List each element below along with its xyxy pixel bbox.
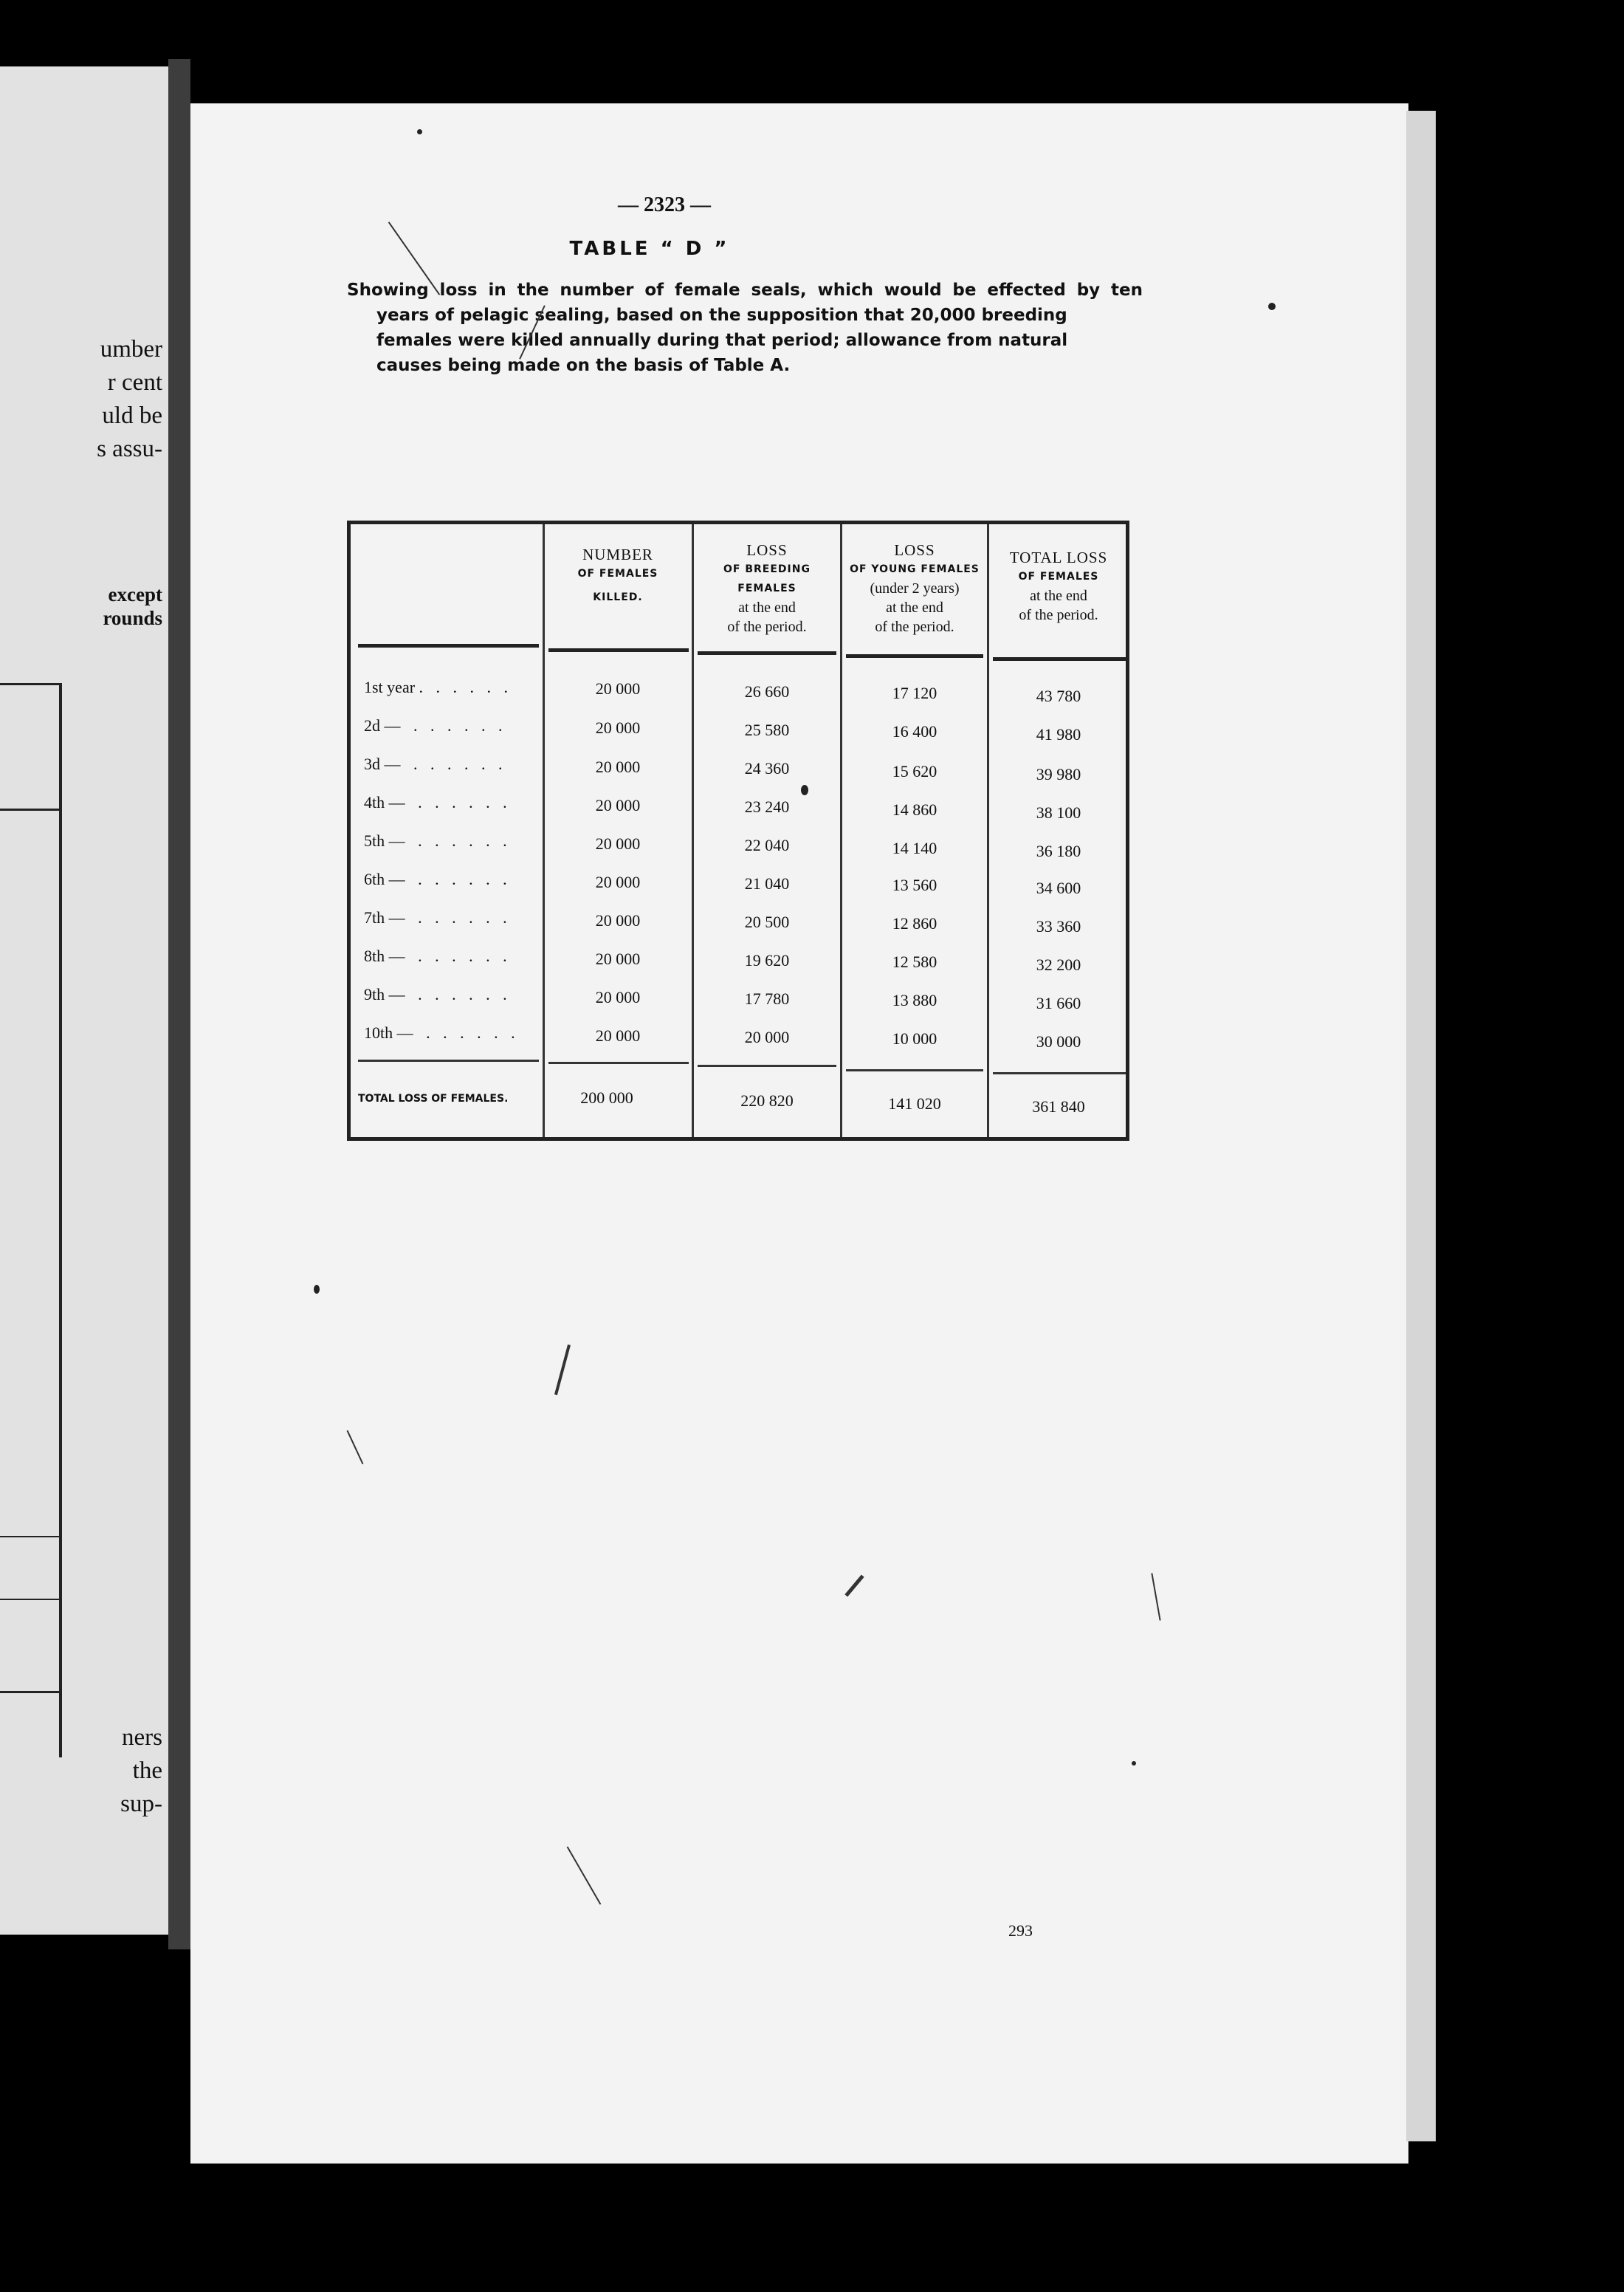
cell-killed: 20 000 bbox=[595, 679, 641, 698]
column-header-breeding bbox=[693, 541, 841, 637]
header-sub: OF BREEDING bbox=[723, 563, 811, 575]
header-main: LOSS bbox=[746, 541, 788, 559]
row-label-text: 4th bbox=[364, 793, 385, 812]
left-page-text: ners bbox=[122, 1724, 162, 1751]
cell-young: 14 140 bbox=[892, 839, 937, 857]
leader-dots: — . . . . . . bbox=[388, 908, 512, 927]
cell-breeding: 22 040 bbox=[744, 836, 790, 854]
header-sub: FEMALES bbox=[737, 583, 796, 594]
row-label-text: 10th bbox=[364, 1023, 393, 1042]
cell-killed: 20 000 bbox=[595, 758, 641, 776]
row-label-text: 8th bbox=[364, 947, 385, 965]
leader-dots: — . . . . . . bbox=[388, 947, 512, 965]
page-edge bbox=[1406, 111, 1436, 2141]
leader-dots: — . . . . . . bbox=[388, 985, 512, 1003]
total-row-label: TOTAL LOSS OF FEMALES. bbox=[358, 1093, 509, 1105]
leader-dots: — . . . . . . bbox=[388, 831, 512, 850]
cell-young: 10 000 bbox=[892, 1029, 937, 1048]
leader-dots: — . . . . . . bbox=[384, 716, 507, 735]
cell-total: 36 180 bbox=[1036, 842, 1081, 860]
loss-table bbox=[347, 521, 1129, 1141]
cell-breeding: 20 000 bbox=[744, 1028, 790, 1046]
leader-dots: — . . . . . . bbox=[388, 793, 512, 812]
left-page-text: the bbox=[132, 1757, 162, 1784]
cell-killed: 20 000 bbox=[595, 718, 641, 737]
cell-breeding: 20 500 bbox=[744, 913, 790, 931]
cell-young: 13 560 bbox=[892, 876, 937, 894]
left-page-text: r cent bbox=[107, 369, 162, 396]
header-sub: KILLED. bbox=[593, 591, 643, 603]
row-label bbox=[364, 755, 507, 774]
cell-total: 41 980 bbox=[1036, 725, 1081, 744]
total-total: 361 840 bbox=[1032, 1097, 1085, 1116]
cell-total: 39 980 bbox=[1036, 765, 1081, 783]
row-label-text: 1st year bbox=[364, 678, 416, 696]
cell-young: 17 120 bbox=[892, 684, 937, 702]
left-page-fragment bbox=[0, 66, 168, 1935]
cell-total: 38 100 bbox=[1036, 803, 1081, 822]
table-title: TABLE “ D ” bbox=[569, 238, 730, 260]
cell-total: 32 200 bbox=[1036, 955, 1081, 974]
row-label-text: 9th bbox=[364, 985, 385, 1003]
header-sub: at the end bbox=[738, 600, 796, 616]
column-header-young bbox=[842, 541, 988, 637]
header-rule bbox=[698, 651, 836, 655]
cell-young: 12 860 bbox=[892, 914, 937, 933]
cell-total: 34 600 bbox=[1036, 879, 1081, 897]
cell-killed: 20 000 bbox=[595, 911, 641, 930]
cell-total: 43 780 bbox=[1036, 687, 1081, 705]
leader-dots: — . . . . . . bbox=[388, 870, 512, 888]
scan-speck bbox=[314, 1285, 320, 1294]
caption-line: years of pelagic sealing, based on the supposition that 20,000 breeding bbox=[376, 306, 1067, 325]
left-page-text: except bbox=[108, 583, 162, 605]
caption-line: causes being made on the basis of Table A. bbox=[376, 356, 791, 375]
left-table-rule bbox=[0, 809, 59, 811]
row-label bbox=[364, 831, 512, 851]
column-header-killed bbox=[544, 545, 692, 607]
cell-young: 12 580 bbox=[892, 953, 937, 971]
left-page-text: rounds bbox=[103, 607, 162, 629]
row-label-text: 2d bbox=[364, 716, 380, 735]
header-rule bbox=[993, 657, 1126, 661]
row-label bbox=[364, 716, 507, 735]
cell-killed: 20 000 bbox=[595, 1026, 641, 1045]
cell-young: 14 860 bbox=[892, 800, 937, 819]
cell-young: 15 620 bbox=[892, 762, 937, 780]
cell-killed: 20 000 bbox=[595, 988, 641, 1006]
caption-line: Showing loss in the number of female seals, which would be effected by ten bbox=[347, 281, 1143, 300]
cell-young: 13 880 bbox=[892, 991, 937, 1009]
row-label-text: 6th bbox=[364, 870, 385, 888]
cell-breeding: 26 660 bbox=[744, 682, 790, 701]
row-label bbox=[364, 1023, 520, 1043]
cell-breeding: 19 620 bbox=[744, 951, 790, 970]
header-sub: OF FEMALES bbox=[1018, 571, 1099, 583]
header-sub: OF FEMALES bbox=[577, 568, 658, 580]
row-label bbox=[364, 678, 512, 697]
header-sub: at the end bbox=[886, 600, 943, 616]
left-page-text: s assu- bbox=[97, 436, 162, 462]
left-page-text: umber bbox=[100, 336, 162, 363]
header-rule bbox=[548, 648, 689, 652]
total-rule bbox=[548, 1062, 689, 1064]
row-label-text: 5th bbox=[364, 831, 385, 850]
header-rule bbox=[846, 654, 983, 658]
cell-breeding: 21 040 bbox=[744, 874, 790, 893]
row-label bbox=[364, 793, 512, 812]
total-rule bbox=[846, 1069, 983, 1071]
total-rule bbox=[358, 1060, 539, 1062]
scan-speck bbox=[417, 129, 422, 134]
row-label bbox=[364, 870, 512, 889]
header-rule bbox=[358, 644, 539, 648]
total-young: 141 020 bbox=[888, 1094, 941, 1113]
header-main: TOTAL LOSS bbox=[1009, 549, 1108, 566]
cell-killed: 20 000 bbox=[595, 796, 641, 814]
left-table-border bbox=[0, 683, 62, 1757]
scan-speck bbox=[1132, 1761, 1136, 1766]
row-label bbox=[364, 947, 512, 966]
header-main: LOSS bbox=[894, 541, 935, 559]
row-label bbox=[364, 908, 512, 927]
header-sub: OF YOUNG FEMALES bbox=[850, 563, 980, 575]
cell-killed: 20 000 bbox=[595, 873, 641, 891]
total-rule bbox=[993, 1072, 1126, 1074]
total-breeding: 220 820 bbox=[740, 1091, 794, 1110]
cell-young: 16 400 bbox=[892, 722, 937, 741]
leader-dots: . . . . . . bbox=[419, 678, 513, 696]
left-page-text: sup- bbox=[120, 1791, 162, 1817]
row-label-text: 7th bbox=[364, 908, 385, 927]
total-rule bbox=[698, 1065, 836, 1067]
left-table-rule bbox=[0, 1691, 59, 1693]
cell-killed: 20 000 bbox=[595, 834, 641, 853]
cell-breeding: 25 580 bbox=[744, 721, 790, 739]
header-sub: at the end bbox=[1030, 588, 1087, 604]
cell-breeding: 17 780 bbox=[744, 989, 790, 1008]
scan-speck bbox=[801, 785, 808, 795]
left-table-rule bbox=[0, 1599, 59, 1600]
cell-total: 30 000 bbox=[1036, 1032, 1081, 1051]
left-page-text: uld be bbox=[102, 402, 162, 429]
cell-total: 33 360 bbox=[1036, 917, 1081, 936]
caption-line: females were killed annually during that period; allowance from natural bbox=[376, 331, 1068, 350]
table-caption bbox=[347, 278, 1143, 378]
page-folio-number: 293 bbox=[1008, 1921, 1033, 1940]
cell-breeding: 24 360 bbox=[744, 759, 790, 778]
scan-speck bbox=[1268, 303, 1276, 310]
header-sub: of the period. bbox=[727, 619, 807, 635]
header-sub: (under 2 years) bbox=[870, 580, 960, 597]
cell-breeding: 23 240 bbox=[744, 797, 790, 816]
row-label-text: 3d bbox=[364, 755, 380, 773]
leader-dots: — . . . . . . bbox=[396, 1023, 520, 1042]
header-sub: of the period. bbox=[875, 619, 954, 635]
leader-dots: — . . . . . . bbox=[384, 755, 507, 773]
book-spine bbox=[168, 59, 190, 1949]
cell-killed: 20 000 bbox=[595, 950, 641, 968]
page-header-number: — 2323 — bbox=[618, 193, 711, 216]
header-sub: of the period. bbox=[1019, 607, 1098, 623]
header-main: NUMBER bbox=[582, 546, 653, 563]
left-table-rule bbox=[0, 1536, 59, 1537]
total-killed: 200 000 bbox=[580, 1088, 633, 1107]
row-label bbox=[364, 985, 512, 1004]
column-header-total bbox=[988, 548, 1129, 625]
cell-total: 31 660 bbox=[1036, 994, 1081, 1012]
